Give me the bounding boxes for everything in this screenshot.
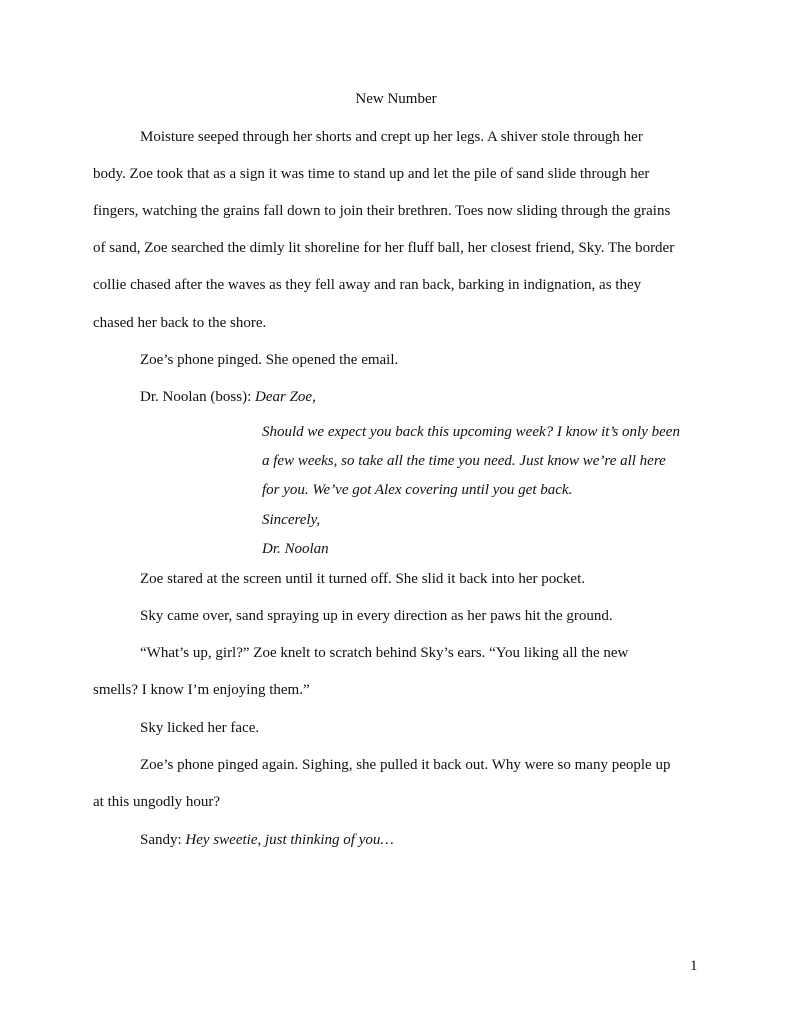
paragraph-line: at this ungodly hour? <box>93 794 221 810</box>
email-body-line: a few weeks, so take all the time you need. Just know we’re all here <box>262 453 666 469</box>
paragraph-line: of sand, Zoe searched the dimly lit shoreline for her fluff ball, her closest friend, Sky. The border <box>93 240 675 256</box>
paragraph-line: body. Zoe took that as a sign it was time to stand up and let the pile of sand slide through her <box>93 166 650 182</box>
email-signature: Dr. Noolan <box>262 541 329 557</box>
email-greeting: Dear Zoe, <box>255 389 316 405</box>
message-line <box>140 832 394 849</box>
paragraph-line: collie chased after the waves as they fell away and ran back, barking in indignation, as they <box>93 277 642 293</box>
paragraph-line: Moisture seeped through her shorts and crept up her legs. A shiver stole through her <box>140 129 643 145</box>
message-text: Hey sweetie, just thinking of you… <box>185 832 394 848</box>
paragraph-line: Zoe’s phone pinged. She opened the email. <box>140 352 399 368</box>
paragraph-line: Sky licked her face. <box>140 720 260 736</box>
email-body-line: Should we expect you back this upcoming week? I know it’s only been <box>262 424 680 440</box>
paragraph-line: Sky came over, sand spraying up in every direction as her paws hit the ground. <box>140 608 613 624</box>
email-sender: Dr. Noolan (boss): <box>140 389 255 405</box>
paragraph-line: Zoe’s phone pinged again. Sighing, she pulled it back out. Why were so many people up <box>140 757 671 773</box>
paragraph-line: fingers, watching the grains fall down to join their brethren. Toes now sliding through the grains <box>93 203 671 219</box>
paragraph-line: Zoe stared at the screen until it turned off. She slid it back into her pocket. <box>140 571 586 587</box>
message-sender: Sandy: <box>140 832 186 848</box>
email-header <box>140 389 316 406</box>
paragraph-line: smells? I know I’m enjoying them.” <box>93 682 310 698</box>
email-body-line: for you. We’ve got Alex covering until you get back. <box>262 482 573 498</box>
paragraph-line: “What’s up, girl?” Zoe knelt to scratch behind Sky’s ears. “You liking all the new <box>140 645 629 661</box>
email-closing: Sincerely, <box>262 512 321 528</box>
page-title: New Number <box>355 91 437 107</box>
paragraph-line: chased her back to the shore. <box>93 315 267 331</box>
page-number: 1 <box>690 958 698 974</box>
